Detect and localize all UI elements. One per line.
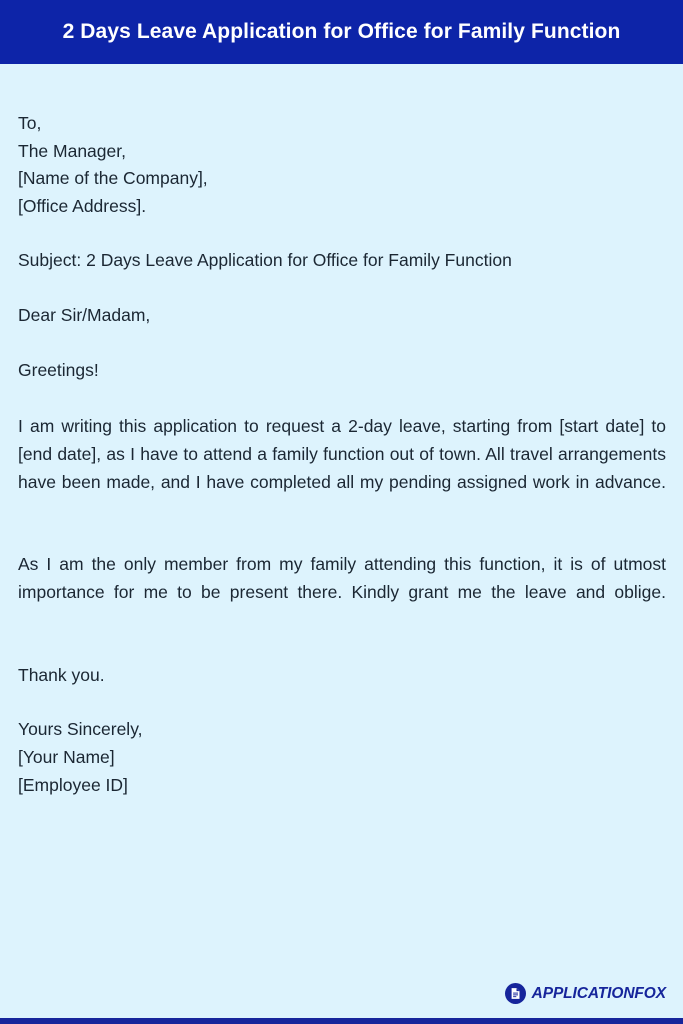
closing-block (18, 716, 666, 799)
bottom-accent-bar (0, 1018, 683, 1024)
document-circle-icon (505, 983, 526, 1004)
subject-line: Subject: 2 Days Leave Application for Office for Family Function (18, 250, 512, 271)
salutation: Dear Sir/Madam, (18, 304, 151, 325)
closing-line-1: Yours Sincerely, (18, 719, 143, 740)
recipient-line-3: [Name of the Company], (18, 168, 208, 189)
closing-line-3: [Employee ID] (18, 774, 128, 795)
letter-content (0, 64, 683, 1024)
body-paragraph-2: As I am the only member from my family attending this function, it is of utmost importance for me to be present there. Kindly grant me the leave and oblige. (18, 554, 666, 603)
recipient-line-2: The Manager, (18, 140, 126, 161)
closing-line-2: [Your Name] (18, 746, 115, 767)
recipient-line-1: To, (18, 113, 42, 133)
logo-word-application: APPLICATION (531, 984, 635, 1002)
greeting: Greetings! (18, 359, 99, 380)
recipient-line-4: [Office Address]. (18, 195, 147, 216)
logo-word-fox: FOX (634, 984, 666, 1002)
site-logo[interactable] (505, 983, 666, 1004)
page-title: 2 Days Leave Application for Office for Family Function (62, 20, 621, 44)
document-header (0, 0, 683, 64)
recipient-address-block (18, 110, 666, 220)
thank-you-line: Thank you. (18, 664, 105, 685)
body-paragraph-1: I am writing this application to request a 2-day leave, starting from [start date] to [end date], as I have to attend a family function out of town. All travel arrangements have been made, and I have completed all my pending assigned work in advance. (18, 416, 666, 492)
logo-wordmark (532, 986, 666, 1002)
